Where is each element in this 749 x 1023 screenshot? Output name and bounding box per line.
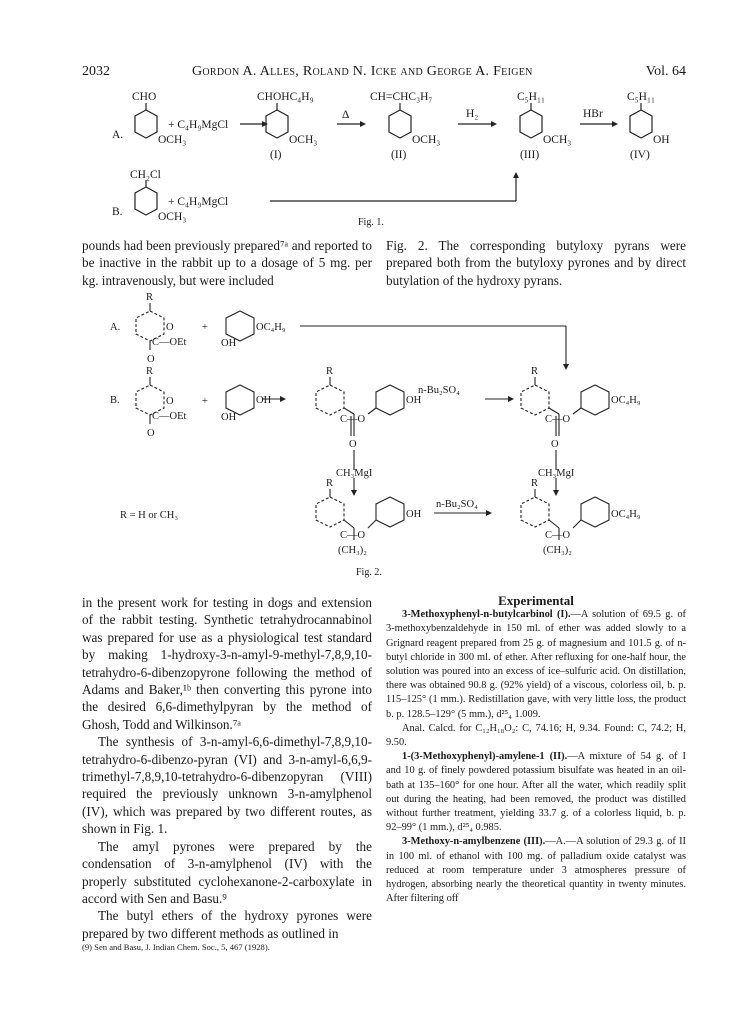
fig2-r-definition: R = H or CH₃	[120, 510, 179, 521]
fig2-r: R	[531, 366, 539, 377]
fig1-label-c5h11-a: C₅H₁₁	[517, 91, 546, 103]
cyclohexene-ring	[226, 385, 254, 415]
fig1-compound-number: (III)	[520, 149, 540, 161]
footnote: (9) Sen and Basu, J. Indian Chem. Soc., 5, 467 (1928).	[82, 942, 270, 953]
fig2-ketone-o: O	[166, 322, 174, 333]
fig2-oc4h9: OC₄H₉	[611, 395, 641, 406]
fig1-compound-number: (II)	[391, 149, 407, 161]
fig1-och3: OCH₃	[158, 134, 187, 146]
experimental-entry: 3-Methoxyphenyl-n-butylcarbinol (I).—A solution of 69.5 g. of 3-methoxybenzaldehyde in 150 ml. of ether was added slowly to a Grignard reagent prepared from 25 g. of magnesium and 101.5 g. of n-butyl chloride in 300 ml. of ether. After refluxing for one-half hour, the solution was poured into an excess of ice–sulfuric acid. On distillation, there was obtained 90.8 g. (92% yield) of a viscous, colorless oil, b. p. 115–125° (1 mm.). Redistillation gave, with very little loss, the product b. p. 128.5–129° (5 mm.), d²⁵₄ 1.009.	[386, 609, 686, 720]
fig2-oc4h9: OC₄H₉	[611, 509, 641, 520]
fig2-ester: C—OEt	[152, 337, 187, 348]
fig2-oc4h9: OC₄H₉	[256, 322, 286, 333]
fig2-ketone-o: O	[166, 396, 174, 407]
fig1-hbr: HBr	[583, 108, 603, 120]
fig2-reagent: CH₃MgI	[538, 468, 575, 479]
fig2-caption: Fig. 2.	[356, 567, 382, 578]
fig1-reagent-a: + C₄H₉MgCl	[168, 119, 229, 131]
fig2-ester-o: O	[147, 354, 155, 365]
fig1-label-ch2cl: CH₂Cl	[130, 169, 161, 181]
fig2-oh: OH	[221, 412, 237, 423]
fig2-r: R	[326, 478, 334, 489]
fig2-r: R	[146, 292, 154, 303]
fig1-label-c5h11-b: C₅H₁₁	[627, 91, 656, 103]
benzene-ring	[581, 497, 609, 527]
fig1-oh: OH	[653, 134, 670, 146]
right-column	[386, 594, 686, 906]
fig2-r: R	[326, 366, 334, 377]
fig1-och3: OCH₃	[412, 134, 441, 146]
fig2-reagent: CH₃MgI	[336, 468, 373, 479]
compound-title: 1-(3-Methoxyphenyl)-amylene-1 (II).	[402, 751, 568, 763]
fig1-compound-number: (IV)	[630, 149, 650, 161]
fig2-lactone: C—O	[545, 414, 571, 425]
fig2-row-b: B.	[110, 395, 120, 406]
experimental-entry: 3-Methoxy-n-amylbenzene (III).—A.—A solution of 29.3 g. of II in 100 ml. of ethanol with 100 mg. of palladium oxide catalyst was reduced at room temperature under 3 atmospheres pressure of hydrogen, absorbing nearly the theoretical quantity in twenty minutes. After filtering off	[386, 836, 687, 905]
cyclohexene-ring	[316, 385, 344, 415]
fig2-ester: C—OEt	[152, 411, 187, 422]
fig2-oh: OH	[406, 509, 422, 520]
fig2-lactone: C—O	[340, 414, 366, 425]
fig2-plus: +	[202, 322, 208, 333]
paragraph: The amyl pyrones were prepared by the condensation of 3-n-amylphenol (IV) with the properly substituted cyclohexanone-2-carboxylate in accord with Sen and Basu.⁹	[82, 838, 372, 906]
page-number: 2032	[82, 64, 110, 79]
benzene-ring	[376, 385, 404, 415]
fig2-reagent: n-Bu₂SO₄	[418, 385, 460, 396]
fig1-delta: Δ	[342, 109, 350, 121]
cyclohexene-ring	[316, 497, 344, 527]
cyclohexene-ring	[226, 311, 254, 341]
analysis-line: Anal. Calcd. for C₁₂H₁₈O₂: C, 74.16; H, 9.34. Found: C, 74.2; H, 9.50.	[386, 722, 686, 749]
header-authors: Gordon A. Alles, Roland N. Icke and George A. Feigen	[192, 64, 533, 79]
compound-title: 3-Methoxyphenyl-n-butylcarbinol (I).	[402, 609, 571, 621]
fig2-oh: OH	[256, 395, 272, 406]
section-heading: Experimental	[498, 593, 574, 608]
left-column	[82, 594, 372, 953]
fig1-row-b: B.	[112, 206, 123, 218]
cyclohexene-ring	[521, 385, 549, 415]
fig2-reagent: n-Bu₂SO₄	[436, 499, 478, 510]
fig2-r: R	[146, 366, 154, 377]
fig1-caption: Fig. 1.	[358, 217, 384, 228]
benzene-ring	[581, 385, 609, 415]
fig1-reagent-b: + C₄H₉MgCl	[168, 196, 229, 208]
body-text-top-left: pounds had been previously prepared⁷ᵃ and reported to be inactive in the rabbit up to a dosage of 5 mg. per kg. intravenously, but were included	[82, 238, 372, 288]
fig2-ester-o: O	[147, 428, 155, 439]
fig2-r: R	[531, 478, 539, 489]
fig1-och3: OCH₃	[289, 134, 318, 146]
fig2-oh: OH	[406, 395, 422, 406]
fig1-row-a: A.	[112, 129, 124, 141]
header-volume: Vol. 64	[645, 64, 686, 79]
fig2-dimethyl: (CH₃)₂	[338, 545, 367, 556]
fig1-h2: H₂	[466, 108, 479, 120]
compound-title: 3-Methoxy-n-amylbenzene (III).	[402, 836, 546, 848]
fig2-oh: OH	[221, 338, 237, 349]
body-text-top-right: Fig. 2. The corresponding butyloxy pyrans were prepared both from the butyloxy pyrones and by direct butylation of the hydroxy pyrans.	[386, 238, 686, 288]
benzene-ring	[376, 497, 404, 527]
fig2-plus: +	[202, 396, 208, 407]
paragraph: in the present work for testing in dogs and extension of the rabbit testing. Synthetic tetrahydrocannabinol was prepared for use as a physiological test standard by making 1-hydroxy-3-n-amyl-9-methyl-7,8,9,10-tetrahydro-6-dibenzopyrone following the method of Adams and Baker,¹ᵇ then converting this pyrone into the desired 6,6-dimethylpyran by the method of Ghosh, Todd and Wilkinson.⁷ᵃ	[82, 595, 372, 732]
fig2-carbonyl-o: O	[349, 439, 357, 450]
experimental-entry: 1-(3-Methoxyphenyl)-amylene-1 (II).—A mixture of 54 g. of I and 10 g. of finely powdered potassium bisulfate was heated in an oil-bath at 135–160° for one hour. After all the water, which readily split out during the heating, had been removed, the product was distilled without further treatment, yielding 33.7 g. of a colorless liquid, b. p. 92–99° (1 mm.), d²⁵₄ 0.985.	[386, 751, 686, 834]
paragraph: The synthesis of 3-n-amyl-6,6-dimethyl-7,8,9,10-tetrahydro-6-dibenzo-pyran (VI) and 3-n-amyl-6,6,9-trimethyl-7,8,9,10-tetrahydro-6-dibenzopyran (VIII) required the previously unknown 3-n-amylphenol (IV), which was prepared by two different routes, as shown in Fig. 1.	[82, 734, 372, 837]
fig1-och3: OCH₃	[158, 211, 187, 223]
fig1-compound-number: (I)	[270, 149, 282, 161]
fig2-dimethyl: (CH₃)₂	[543, 545, 572, 556]
fig1-och3: OCH₃	[543, 134, 572, 146]
fig1-label-cho: CHO	[132, 91, 157, 103]
fig2-pyran: C—O	[340, 530, 366, 541]
fig1-label-chohc4h9: CHOHC₄H₉	[257, 91, 314, 103]
cyclohexene-ring	[521, 497, 549, 527]
fig1-label-chchc3h7: CH=CHC₃H₇	[370, 91, 433, 103]
fig2-row-a: A.	[110, 322, 121, 333]
fig2-carbonyl-o: O	[551, 439, 559, 450]
paragraph: The butyl ethers of the hydroxy pyrones were prepared by two different methods as outlined in	[82, 908, 372, 941]
fig2-pyran: C—O	[545, 530, 571, 541]
